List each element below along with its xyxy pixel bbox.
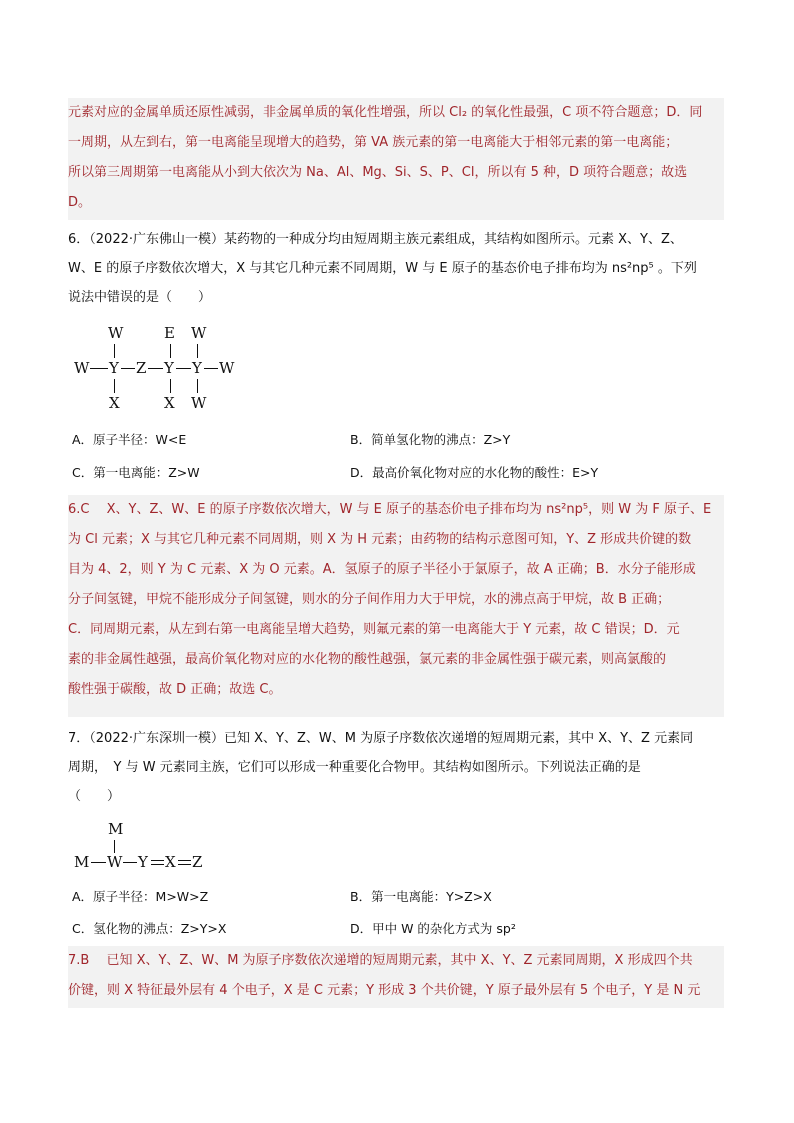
atom-label: Z — [136, 359, 147, 377]
bond-line — [114, 379, 115, 393]
atom-label: M — [74, 853, 90, 871]
option-c: C．第一电离能：Z>W — [72, 465, 200, 480]
double-bond-line — [151, 864, 164, 865]
atom-label: Y — [192, 359, 202, 377]
atom-label: W — [191, 324, 207, 342]
question-text-line: 6．（2022·广东佛山一模）某药物的一种成分均由短周期主族元素组成，其结构如图所示。元素 X、Y、Z、 — [68, 232, 683, 247]
option-a: A．原子半径：M>W>Z — [72, 889, 209, 904]
text-line: 一周期，从左到右，第一电离能呈现增大的趋势，第 VA 族元素的第一电离能大于相邻元素的第一电离能； — [68, 135, 679, 150]
bond-line — [170, 344, 171, 358]
option-d: D．甲中 W 的杂化方式为 sp² — [350, 921, 516, 936]
text-line: 7.B 已知 X、Y、Z、W、M 为原子序数依次递增的短周期元素，其中 X、Y、Z 元素同周期，X 形成四个共 — [68, 953, 693, 968]
text-line: 分子间氢键，甲烷不能形成分子间氢键，则水的分子间作用力大于甲烷，水的沸点高于甲烷，故 B 正确； — [68, 592, 671, 607]
atom-label: X — [164, 394, 175, 412]
text-line: 元素对应的金属单质还原性减弱，非金属单质的氧化性增强，所以 Cl₂ 的氧化性最强，C 项不符合题意；D．同 — [68, 105, 703, 120]
answer-6-block — [68, 495, 724, 717]
question-text-line: 7．（2022·广东深圳一模）已知 X、Y、Z、W、M 为原子序数依次递增的短周期元素，其中 X、Y、Z 元素同 — [68, 731, 694, 746]
text-line: 所以第三周期第一电离能从小到大依次为 Na、Al、Mg、Si、S、P、Cl，所以有 5 种，D 项符合题意；故选 — [68, 165, 688, 180]
double-bond-line — [151, 860, 164, 861]
text-line: 目为 4、2，则 Y 为 C 元素、X 为 O 元素。A．氢原子的原子半径小于氯原子，故 A 正确；B．水分子能形成 — [68, 562, 696, 577]
atom-label: W — [219, 359, 235, 377]
bond-line — [148, 368, 163, 369]
bond-line — [170, 379, 171, 393]
q6-structure-diagram — [74, 322, 244, 414]
question-text-line: 说法中错误的是（ ） — [68, 290, 212, 305]
bond-line — [197, 379, 198, 393]
question-text-line: 周期， Y 与 W 元素同主族，它们可以形成一种重要化合物甲。其结构如图所示。下列说法正确的是 — [68, 760, 641, 775]
q6-options — [72, 430, 722, 490]
atom-label: Y — [138, 853, 148, 871]
bond-line — [90, 368, 108, 369]
prev-answer-block — [68, 98, 724, 220]
q7-structure-diagram — [74, 820, 224, 875]
bond-line — [114, 840, 115, 853]
text-line: 6.C X、Y、Z、W、E 的原子序数依次增大，W 与 E 原子的基态价电子排布均为 ns²np⁵，则 W 为 F 原子、E — [68, 502, 712, 517]
option-b: B．简单氢化物的沸点：Z>Y — [350, 432, 511, 447]
atom-label: W — [107, 853, 123, 871]
answer-7-block — [68, 946, 724, 1008]
option-d: D．最高价氧化物对应的水化物的酸性：E>Y — [350, 465, 599, 480]
atom-label: W — [74, 359, 90, 377]
atom-label: M — [108, 820, 124, 838]
question-6 — [68, 225, 724, 312]
bond-line — [114, 344, 115, 358]
bond-line — [197, 344, 198, 358]
text-line: 价键，则 X 特征最外层有 4 个电子，X 是 C 元素；Y 形成 3 个共价键，Y 原子最外层有 5 个电子，Y 是 N 元 — [68, 983, 701, 998]
q7-options — [72, 887, 722, 947]
option-a: A．原子半径：W<E — [72, 432, 187, 447]
bond-line — [176, 368, 191, 369]
text-line: 酸性强于碳酸，故 D 正确；故选 C。 — [68, 682, 282, 697]
question-text-line: （ ） — [68, 789, 121, 804]
atom-label: Z — [192, 853, 203, 871]
atom-label: Y — [109, 359, 119, 377]
question-text-line: W、E 的原子序数依次增大，X 与其它几种元素不同周期，W 与 E 原子的基态价电子排布均为 ns²np⁵ 。下列 — [68, 261, 697, 276]
atom-label: W — [191, 394, 207, 412]
atom-label: E — [164, 324, 175, 342]
bond-line — [204, 368, 218, 369]
double-bond-line — [178, 864, 191, 865]
text-line: C．同周期元素，从左到右第一电离能呈增大趋势，则氟元素的第一电离能大于 Y 元素，故 C 错误；D．元 — [68, 622, 680, 637]
text-line: 素的非金属性越强，最高价氧化物对应的水化物的酸性越强，氯元素的非金属性强于碳元素，则高氯酸的 — [68, 652, 667, 667]
text-line: D。 — [68, 195, 92, 210]
atom-label: W — [108, 324, 124, 342]
bond-line — [91, 862, 106, 863]
question-7 — [68, 724, 724, 811]
double-bond-line — [178, 860, 191, 861]
bond-line — [123, 862, 137, 863]
option-c: C．氢化物的沸点：Z>Y>X — [72, 921, 227, 936]
text-line: 为 Cl 元素；X 与其它几种元素不同周期，则 X 为 H 元素；由药物的结构示意图可知，Y、Z 形成共价键的数 — [68, 532, 692, 547]
atom-label: Y — [164, 359, 174, 377]
option-b: B．第一电离能：Y>Z>X — [350, 889, 492, 904]
atom-label: X — [109, 394, 120, 412]
atom-label: X — [165, 853, 176, 871]
bond-line — [121, 368, 135, 369]
